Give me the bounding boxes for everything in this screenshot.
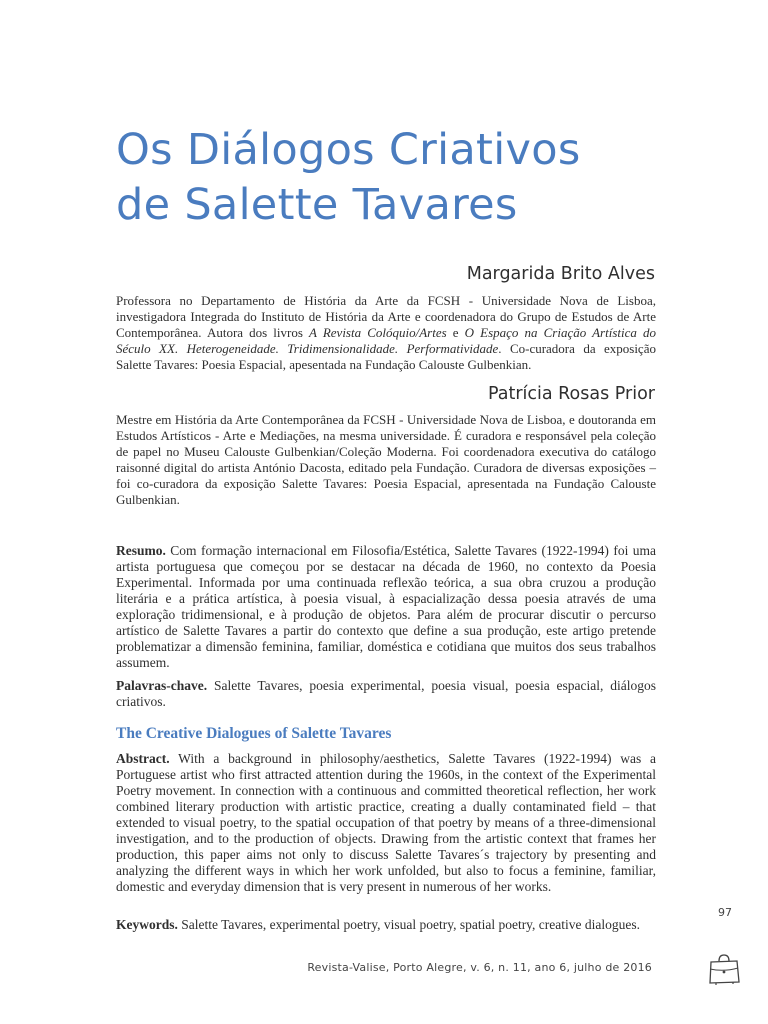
- title-line-2: de Salette Tavares: [116, 180, 518, 230]
- palavras-chave-text: Salette Tavares, poesia experimental, poesia visual, poesia espacial, diálogos criativos.: [116, 678, 656, 709]
- bio-1-text-a: Professora no Departamento de História da Arte da FCSH - Universidade Nova de Lisboa, investigadora Integrada do Instituto de História da Arte e coordenadora do Grupo de Estudos de Arte Contemporânea. Autora dos livros: [116, 293, 656, 340]
- resumo-text: Com formação internacional em Filosofia/Estética, Salette Tavares (1922-1994) foi uma artista portuguesa que começou por se destacar na década de 1960, no contexto da Poesia Experimental. Informada por uma continuada reflexão teórica, a sua obra cruzou a produção literária e a prática artística, à poesia visual, à espacialização dessa poesia através de uma exploração tridimensional, e à produção de objetos. Para além de procurar discutir o percurso artístico de Salette Tavares a partir do contexto que define a sua produção, este artigo pretende problematizar a dimensão feminina, familiar, doméstica e cotidiana que muitos dos seus trabalhos assumem.: [116, 543, 656, 670]
- author-name-2: Patrícia Rosas Prior: [488, 384, 655, 404]
- resumo-paragraph: [116, 543, 656, 671]
- palavras-chave-paragraph: [116, 678, 656, 710]
- resumo-label: Resumo.: [116, 543, 166, 558]
- page-number: 97: [718, 906, 732, 919]
- journal-footer: Revista-Valise, Porto Alegre, v. 6, n. 11, ano 6, julho de 2016: [307, 961, 652, 974]
- suitcase-icon: [706, 952, 742, 986]
- author-name-1: Margarida Brito Alves: [466, 264, 655, 284]
- english-title: The Creative Dialogues of Salette Tavares: [116, 725, 392, 742]
- keywords-text: Salette Tavares, experimental poetry, visual poetry, spatial poetry, creative dialogues.: [177, 917, 641, 932]
- keywords-paragraph: [116, 917, 656, 933]
- author-bio-2: Mestre em História da Arte Contemporânea da FCSH - Universidade Nova de Lisboa, e doutoranda em Estudos Artísticos - Arte e Mediações, na mesma universidade. É curadora e responsável pela coleção de papel no Museu Calouste Gulbenkian/Coleção Moderna. Foi coordenadora executiva do catálogo raisonné digital do artista António Dacosta, editado pela Fundação. Curadora de diversas exposições – foi co-curadora da exposição Salette Tavares: Poesia Espacial, apresentada na Fundação Calouste Gulbenkian.: [116, 412, 656, 507]
- abstract-paragraph: [116, 751, 656, 895]
- bio-1-text-c: . Co-curadora da exposição Salette Tavares: Poesia Espacial, apesentada na Fundação Calouste Gulbenkian.: [116, 341, 656, 372]
- article-title: [116, 123, 716, 233]
- bio-1-book-1: A Revista Colóquio/Artes: [309, 325, 447, 340]
- abstract-text: With a background in philosophy/aesthetics, Salette Tavares (1922-1994) was a Portuguese artist who first attracted attention during the 1960s, in the context of the Experimental Poetry movement. In connection with a continuous and committed theoretical reflection, her work combined literary production with artistic practice, creating a dually contaminated field – that extended to visual poetry, to the spatial occupation of that poetry by means of a three-dimensional investigation, and to the production of objects. Drawing from the artistic context that frames her production, this paper aims not only to discuss Salette Tavares´s trajectory by presenting and analyzing the different ways in which her work unfolded, but also to focus a feminine, familiar, domestic and everyday dimension that is very present in numerous of her works.: [116, 751, 656, 894]
- author-bio-1: [116, 293, 656, 373]
- bio-1-text-b: e: [446, 325, 465, 340]
- keywords-label: Keywords.: [116, 917, 178, 932]
- palavras-chave-label: Palavras-chave.: [116, 678, 208, 693]
- bio-1-book-2: O Espaço na Criação Artística do Século XX. Heterogeneidade. Tridimensionalidade. Performatividade: [116, 325, 656, 356]
- title-line-1: Os Diálogos Criativos: [116, 125, 581, 175]
- abstract-label: Abstract.: [116, 751, 170, 766]
